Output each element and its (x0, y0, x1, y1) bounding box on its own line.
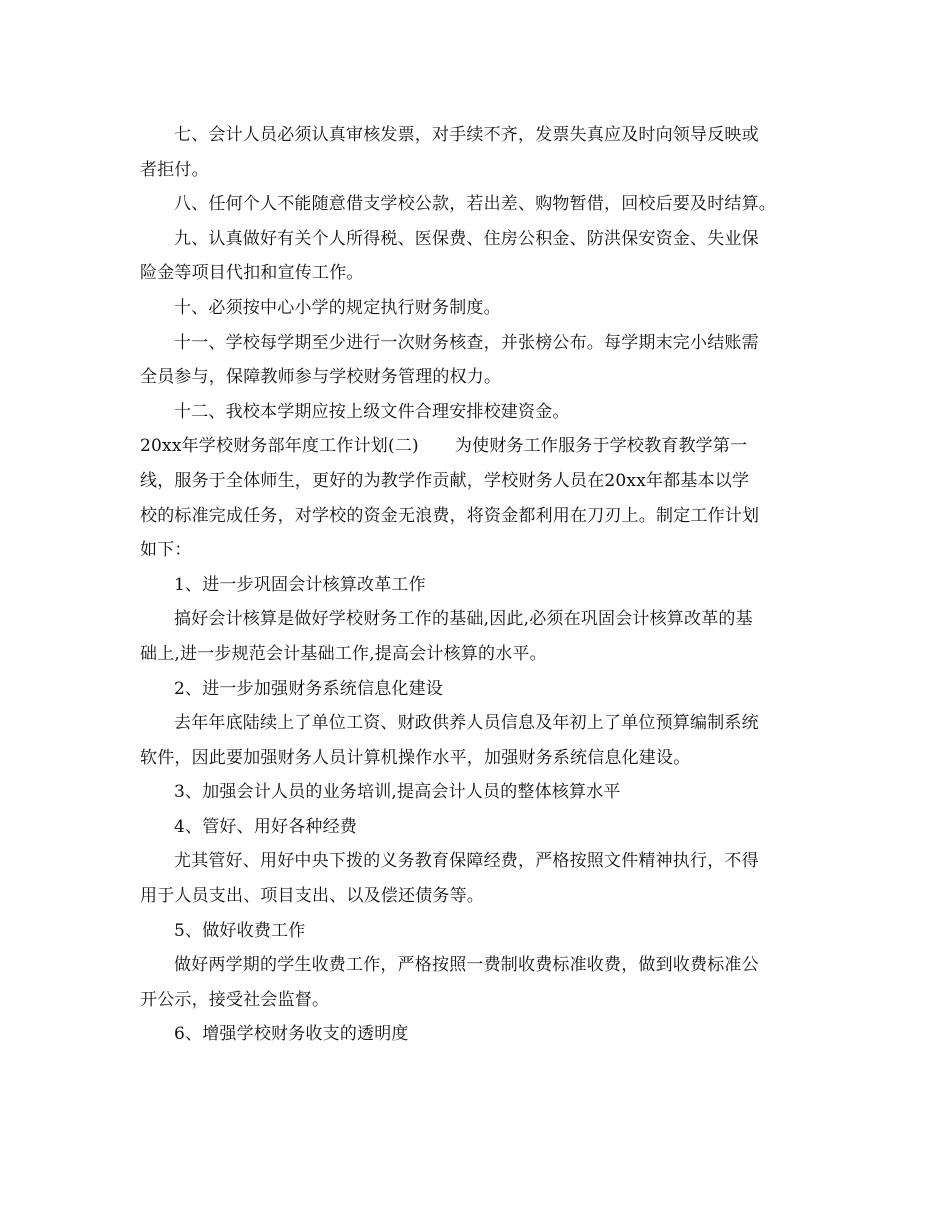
paragraph-line: 八、任何个人不能随意借支学校公款，若出差、购物暂借，回校后要及时结算。 (174, 194, 776, 215)
paragraph-line: 做好两学期的学生收费工作，严格按照一费制收费标准收费，做到收费标准公 (174, 955, 759, 976)
paragraph-line: 线，服务于全体师生，更好的为教学作贡献，学校财务人员在20xx年都基本以学 (140, 470, 750, 491)
paragraph-line: 十一、学校每学期至少进行一次财务核查，并张榜公布。每学期末完小结账需 (174, 332, 759, 353)
paragraph-line: 险金等项目代扣和宣传工作。 (140, 263, 364, 284)
list-item-heading: 3、加强会计人员的业务培训,提高会计人员的整体核算水平 (174, 782, 621, 803)
section-title: 20xx年学校财务部年度工作计划(二) (140, 436, 419, 457)
list-item-heading: 2、进一步加强财务系统信息化建设 (174, 678, 444, 699)
paragraph-line: 础上,进一步规范会计基础工作,提高会计核算的水平。 (140, 643, 547, 664)
paragraph-line: 九、认真做好有关个人所得税、医保费、住房公积金、防洪保安资金、失业保 (174, 228, 759, 249)
paragraph-line: 全员参与，保障教师参与学校财务管理的权力。 (140, 367, 502, 388)
paragraph-line: 去年年底陆续上了单位工资、财政供养人员信息及年初上了单位预算编制系统 (174, 713, 759, 734)
list-item-heading: 5、做好收费工作 (174, 920, 306, 941)
paragraph-line: 用于人员支出、项目支出、以及偿还债务等。 (140, 886, 484, 907)
list-item-heading: 1、进一步巩固会计核算改革工作 (174, 574, 426, 595)
paragraph-line: 如下： (140, 540, 192, 561)
document-body (140, 118, 820, 1052)
list-item-heading: 4、管好、用好各种经费 (174, 816, 358, 837)
paragraph-line: 搞好会计核算是做好学校财务工作的基础,因此,必须在巩固会计核算改革的基 (174, 609, 753, 630)
paragraph-line: 十二、我校本学期应按上级文件合理安排校建资金。 (174, 401, 570, 422)
list-item-heading: 6、增强学校财务收支的透明度 (174, 1024, 409, 1045)
paragraph-line: 七、会计人员必须认真审核发票，对手续不齐，发票失真应及时向领导反映或 (174, 125, 759, 145)
paragraph-line: 校的标准完成任务，对学校的资金无浪费，将资金都利用在刀刃上。制定工作计划 (140, 505, 760, 526)
section-intro: 为使财务工作服务于学校教育教学第一 (454, 436, 748, 457)
section-heading-line (140, 429, 820, 464)
paragraph-line: 尤其管好、用好中央下拨的义务教育保障经费，严格按照文件精神执行，不得 (174, 851, 759, 872)
paragraph-line: 十、必须按中心小学的规定执行财务制度。 (174, 297, 501, 318)
paragraph-line: 软件，因此要加强财务人员计算机操作水平，加强财务系统信息化建设。 (140, 747, 691, 768)
paragraph-line: 开公示，接受社会监督。 (140, 989, 330, 1010)
paragraph-line: 者拒付。 (140, 159, 209, 180)
